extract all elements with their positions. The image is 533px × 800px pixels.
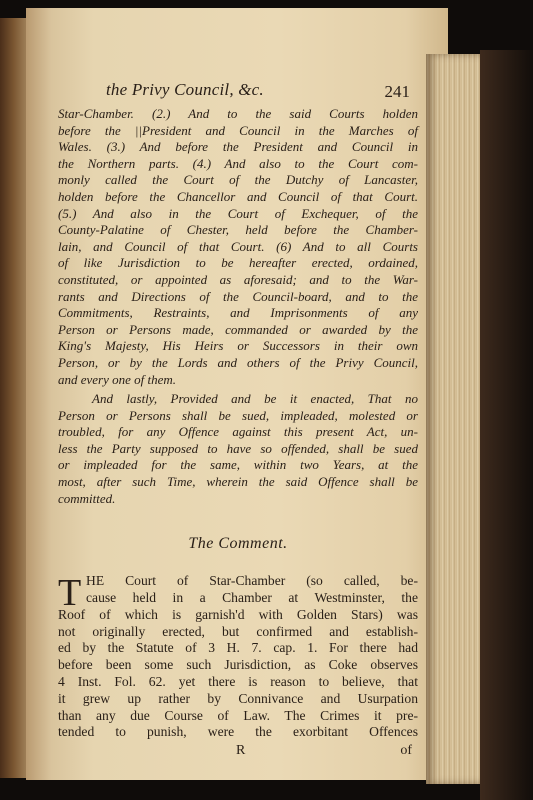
text-line: than any due Course of Law. The Crimes it pre- (58, 707, 418, 723)
page-footer (58, 743, 418, 763)
text-line: Wales. (3.) And before the President and Council in (58, 139, 418, 155)
comment-text (58, 573, 418, 741)
page-number: 241 (384, 82, 410, 101)
text-line: Person, or by the Lords and others of the Privy Council, (58, 354, 418, 370)
text-line: most, after such Time, wherein the said Offence shall be (58, 474, 418, 490)
section-heading: The Comment. (188, 535, 288, 553)
text-line: Commitments, Restraints, and Imprisonments of any (58, 305, 418, 321)
text-line: holden before the Chancellor and Council of that Court. (58, 188, 418, 204)
text-line: troubled, for any Offence against this present Act, un- (58, 424, 418, 440)
statute-text (58, 106, 418, 388)
text-line: before the ||President and Council in the Marches of (58, 122, 418, 138)
proviso-text (58, 391, 418, 507)
text-line: HE Court of Star-Chamber (so called, be- (86, 573, 418, 589)
page-text (58, 78, 418, 763)
text-line: lain, and Council of that Court. (6) And to all Courts (58, 238, 418, 254)
page-header (58, 78, 418, 106)
text-line: cause held in a Chamber at Westminster, the (86, 590, 418, 606)
running-head: the Privy Council, &c. (106, 80, 264, 99)
page-edges-shadow (480, 50, 533, 800)
page-edges (426, 54, 482, 784)
text-line: (5.) And also in the Court of Exchequer, of the (58, 205, 418, 221)
text-line: and every one of them. (58, 371, 177, 387)
text-line: Roof of which is garnish'd with Golden Stars) was (58, 606, 418, 622)
catchword: of (400, 743, 412, 759)
text-line: not originally erected, but confirmed and establish- (58, 623, 418, 639)
text-line: tended to punish, were the exorbitant Offences (58, 724, 418, 740)
text-line: the Northern parts. (4.) And also to the Court com- (58, 155, 418, 171)
text-line: monly called the Court of the Dutchy of Lancaster, (58, 172, 418, 188)
text-line: Star-Chamber. (2.) And to the said Courts holden (58, 106, 418, 121)
text-line: before been some such Jurisdiction, as Coke observes (58, 657, 418, 673)
text-line: And lastly, Provided and be it enacted, That no (92, 391, 418, 407)
text-line: ed by the Statute of 3 H. 7. cap. 1. For there had (58, 640, 418, 656)
text-line: County-Palatine of Chester, held before the Chamber- (58, 222, 418, 238)
text-line: or impleaded for the same, within two Years, at the (58, 457, 418, 473)
text-line: constituted, or appointed as aforesaid; and to the War- (58, 271, 418, 287)
text-line: committed. (58, 490, 116, 506)
text-line: 4 Inst. Fol. 62. yet there is reason to believe, that (58, 674, 418, 690)
signature-mark: R (236, 743, 246, 759)
text-line: King's Majesty, His Heirs or Successors in their own (58, 338, 418, 354)
text-line: rants and Directions of the Council-board, and to the (58, 288, 418, 304)
text-line: of like Jurisdiction to be hereafter erected, ordained, (58, 255, 418, 271)
text-line: less the Party supposed to have so offended, shall be sued (58, 440, 418, 456)
text-line: Person or Persons made, commanded or awarded by the (58, 321, 418, 337)
drop-cap: T (58, 572, 82, 615)
text-line: it grew up rather by Connivance and Usurpation (58, 690, 418, 706)
text-line: Person or Persons shall be sued, impleaded, molested or (58, 407, 418, 423)
